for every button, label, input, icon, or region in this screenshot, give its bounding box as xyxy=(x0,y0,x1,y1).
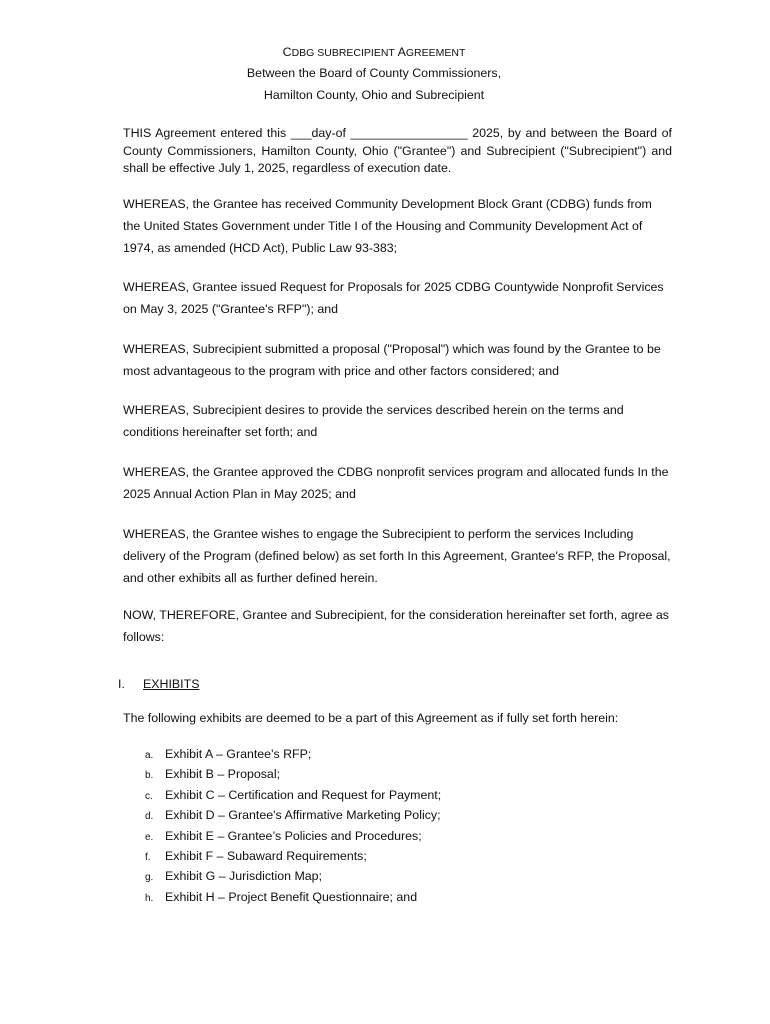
section-heading xyxy=(118,675,199,693)
whereas-paragraph-4: WHEREAS, Subrecipient desires to provide the services described herein on the terms and conditions hereinafter set forth; and xyxy=(123,403,624,439)
list-item: d. Exhibit D – Grantee's Affirmative Marketing Policy; xyxy=(145,808,441,823)
whereas-paragraph-5: WHEREAS, the Grantee approved the CDBG nonprofit services program and allocated funds In the 2025 Annual Action Plan in May 2025; and xyxy=(123,465,669,501)
agreement-subtitle-1: Between the Board of County Commissioners, xyxy=(246,66,502,80)
list-item: f. Exhibit F – Subaward Requirements; xyxy=(145,848,367,863)
whereas-paragraph-6: WHEREAS, the Grantee wishes to engage the Subrecipient to perform the services Including delivery of the Program (defined below) as set forth In this Agreement, Grantee's RFP, the Proposal, and other exhibits all as further defined herein. xyxy=(123,527,671,585)
intro-paragraph: THIS Agreement entered this ___day-of _________________ 2025, by and between the Board of County Commissioners, Hamilton County, Ohio ("Grantee") and Subrecipient ("Subrecipient") and shall be effective July 1, 2025, regardless of execution date. xyxy=(123,126,672,175)
list-item: g. Exhibit G – Jurisdiction Map; xyxy=(145,869,323,884)
whereas-paragraph-1: WHEREAS, the Grantee has received Community Development Block Grant (CDBG) funds from the United States Government under Title I of the Housing and Community Development Act of 1974, as amended (HCD Act), Public Law 93-383; xyxy=(123,197,652,255)
list-item: a. Exhibit A – Grantee's RFP; xyxy=(145,747,312,761)
list-item: h. Exhibit H – Project Benefit Questionnaire; and xyxy=(145,889,418,904)
list-item: c. Exhibit C – Certification and Request for Payment; xyxy=(145,787,442,802)
section-intro: The following exhibits are deemed to be a part of this Agreement as if fully set forth herein: xyxy=(123,711,619,725)
whereas-paragraph-2: WHEREAS, Grantee issued Request for Proposals for 2025 CDBG Countywide Nonprofit Services on May 3, 2025 ("Grantee's RFP"); and xyxy=(123,280,664,316)
exhibit-list xyxy=(145,744,441,907)
list-item: b. Exhibit B – Proposal; xyxy=(145,767,281,782)
agreement-title: CDBG SUBRECIPIENT AGREEMENT xyxy=(282,45,466,59)
section-number: I. xyxy=(118,677,125,691)
section-title: EXHIBITS xyxy=(143,677,200,691)
list-item: e. Exhibit E – Grantee’s Policies and Procedures; xyxy=(145,828,422,843)
now-therefore-paragraph: NOW, THEREFORE, Grantee and Subrecipient, for the consideration hereinafter set forth, agree as follows: xyxy=(123,608,669,644)
whereas-paragraph-3: WHEREAS, Subrecipient submitted a proposal ("Proposal") which was found by the Grantee to be most advantageous to the program with price and other factors considered; and xyxy=(123,342,661,378)
agreement-subtitle-2: Hamilton County, Ohio and Subrecipient xyxy=(263,88,485,102)
